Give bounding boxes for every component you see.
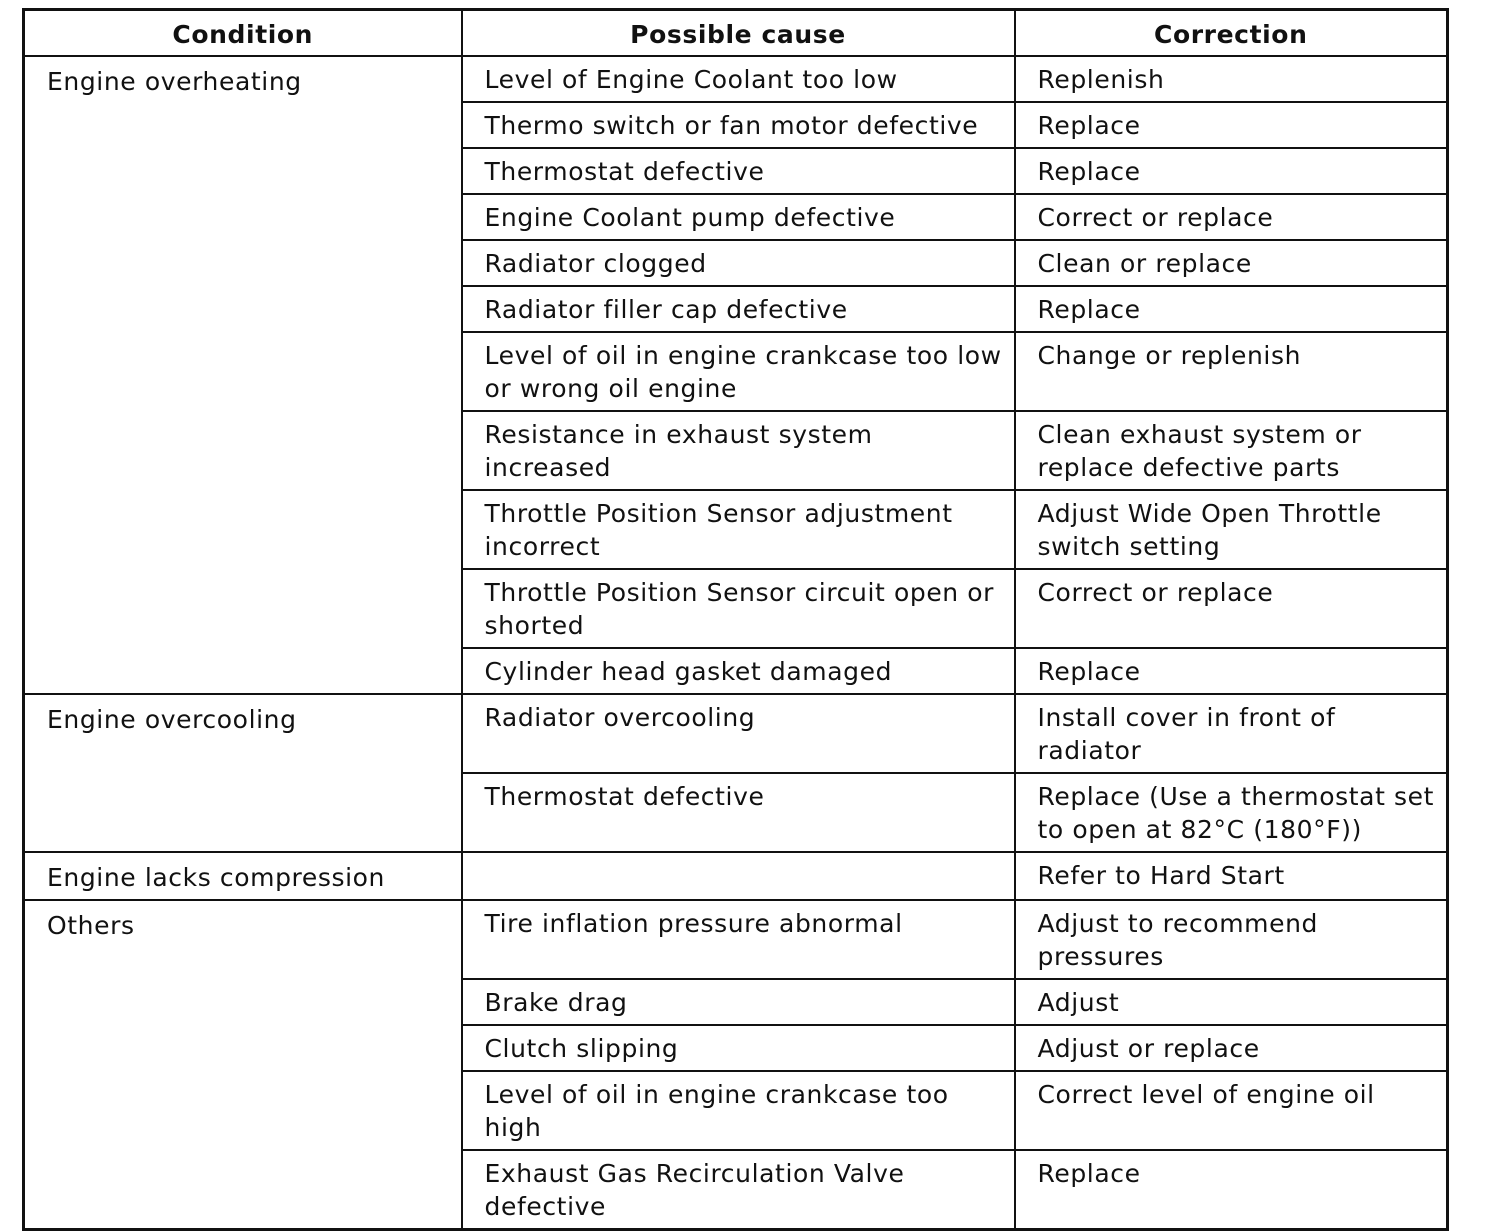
cause-cell: Clutch slipping [462,1025,1015,1071]
cause-cell: Level of oil in engine crankcase too high [462,1071,1015,1150]
header-row [24,10,1448,57]
correction-cell: Adjust or replace [1015,1025,1448,1071]
cause-cell: Resistance in exhaust system increased [462,411,1015,490]
troubleshooting-table [22,8,1449,1231]
cause-cell: Radiator filler cap defective [462,286,1015,332]
correction-cell: Adjust [1015,979,1448,1025]
cause-cell: Throttle Position Sensor adjustment incorrect [462,490,1015,569]
cause-cell: Radiator overcooling [462,694,1015,773]
correction-cell: Correct level of engine oil [1015,1071,1448,1150]
table-row [24,900,1448,979]
condition-cell: Engine lacks compression [24,852,462,900]
correction-cell: Refer to Hard Start [1015,852,1448,900]
table-row [24,56,1448,102]
cause-cell: Level of Engine Coolant too low [462,56,1015,102]
correction-cell: Clean or replace [1015,240,1448,286]
correction-cell: Replace (Use a thermostat set to open at 82°C (180°F)) [1015,773,1448,852]
correction-cell: Replace [1015,102,1448,148]
cause-cell: Thermo switch or fan motor defective [462,102,1015,148]
correction-cell: Install cover in front of radiator [1015,694,1448,773]
cause-cell: Brake drag [462,979,1015,1025]
table-row [24,694,1448,773]
cause-cell: Thermostat defective [462,148,1015,194]
correction-cell: Change or replenish [1015,332,1448,411]
condition-cell: Others [24,900,462,1230]
table-row [24,852,1448,900]
correction-cell: Correct or replace [1015,194,1448,240]
header-condition: Condition [24,10,462,57]
condition-cell: Engine overheating [24,56,462,694]
condition-cell: Engine overcooling [24,694,462,852]
cause-cell: Tire inflation pressure abnormal [462,900,1015,979]
correction-cell: Adjust Wide Open Throttle switch setting [1015,490,1448,569]
correction-cell: Correct or replace [1015,569,1448,648]
cause-cell: Level of oil in engine crankcase too low or wrong oil engine [462,332,1015,411]
cause-cell: Throttle Position Sensor circuit open or shorted [462,569,1015,648]
correction-cell: Replace [1015,148,1448,194]
correction-cell: Replace [1015,286,1448,332]
cause-cell: Cylinder head gasket damaged [462,648,1015,694]
cause-cell: Exhaust Gas Recirculation Valve defective [462,1150,1015,1230]
correction-cell: Clean exhaust system or replace defective parts [1015,411,1448,490]
cause-cell [462,852,1015,900]
correction-cell: Replenish [1015,56,1448,102]
header-possible-cause: Possible cause [462,10,1015,57]
header-correction: Correction [1015,10,1448,57]
cause-cell: Thermostat defective [462,773,1015,852]
cause-cell: Engine Coolant pump defective [462,194,1015,240]
correction-cell: Replace [1015,1150,1448,1230]
correction-cell: Replace [1015,648,1448,694]
correction-cell: Adjust to recommend pressures [1015,900,1448,979]
cause-cell: Radiator clogged [462,240,1015,286]
